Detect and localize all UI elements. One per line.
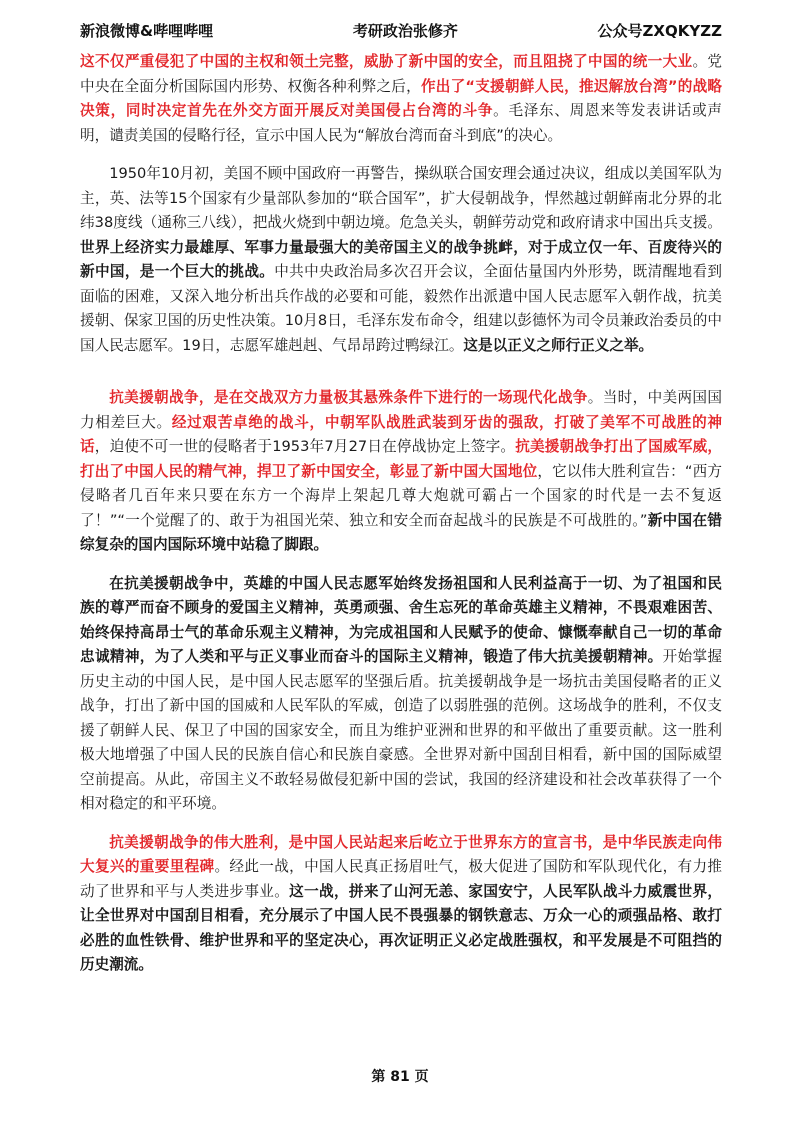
paragraph-1 — [80, 50, 722, 148]
text-run: 。经此一战，中国人民真正扬眉吐气，极大促进了国防和军队现代化，有力推动了世界和平与人类进步事业。 — [80, 858, 722, 900]
text-run: 1950年10月初，美国不顾中国政府一再警告，操纵联合国安理会通过决议，组成以美国军队为主，英、法等15个国家有少量部队参加的“联合国军”，扩大侵朝战争，悍然越过朝鲜南北分界的北纬38度线（通称三八线），把战火烧到中朝边境。危急关头，朝鲜劳动党和政府请求中国出兵支援。 — [80, 165, 722, 231]
header-wechat-account: 公众号ZXQKYZZ — [597, 21, 722, 40]
text-run: 。当时，中美两国国力相差巨大。 — [80, 389, 722, 431]
paragraph-3 — [80, 386, 722, 558]
text-run: 在抗美援朝战争中，英雄的中国人民志愿军始终发扬祖国和人民利益高于一切、为了祖国和民族的尊严而奋不顾身的爱国主义精神，英勇顽强、舍生忘死的革命英雄主义精神，不畏艰难困苦、始终保持高昂士气的革命乐观主义精神，为完成祖国和人民赋予的使命、慷慨奉献自己一切的革命忠诚精神，为了人类和平与正义事业而奋斗的国际主义精神，锻造了伟大抗美援朝精神。 — [80, 574, 722, 665]
page-header — [80, 18, 722, 42]
text-run: 开始掌握历史主动的中国人民，是中国人民志愿军的坚强后盾。抗美援朝战争是一场抗击美国侵略者的正义战争，打出了新中国的国威和人民军队的军威，创造了以弱胜强的范例。这场战争的胜利，不仅支援了朝鲜人民、保卫了中国的国家安全，而且为维护亚洲和世界的和平做出了重要贡献。这一胜利极大地增强了中国人民的民族自信心和民族自豪感。全世界对新中国刮目相看，新中国的国际威望空前提高。从此，帝国主义不敢轻易做侵犯新中国的尝试，我国的经济建设和社会改革获得了一个相对稳定的和平环境。 — [80, 648, 722, 812]
text-run: 新中国在错综复杂的国内国际环境中站稳了脚跟。 — [80, 511, 722, 553]
text-run: 。毛泽东、周恩来等发表讲话或声明，谴责美国的侵略行径，宣示中国人民为“解放台湾而奋斗到底”的决心。 — [80, 102, 722, 144]
text-run: 抗美援朝战争打出了国威军威，打出了中国人民的精气神，捍卫了新中国安全，彰显了新中国大国地位 — [80, 438, 722, 480]
text-run: 这不仅严重侵犯了中国的主权和领土完整，威胁了新中国的安全，而且阻挠了中国的统一大业 — [80, 53, 693, 70]
text-run: 中共中央政治局多次召开会议，全面估量国内外形势，既清醒地看到面临的困难，又深入地分析出兵作战的必要和可能，毅然作出派遣中国人民志愿军入朝作战，抗美援朝、保家卫国的历史性决策。10月8日，毛泽东发布命令，组建以彭德怀为司令员兼政治委员的中国人民志愿军。19日，志愿军雄赳赳、气昂昂跨过鸭绿江。 — [80, 263, 722, 354]
text-run: 作出了“支援朝鲜人民，推迟解放台湾”的战略决策，同时决定首先在外交方面开展反对美国侵占台湾的斗争 — [80, 77, 722, 119]
text-run: 。党中央在全面分析国际国内形势、权衡各种利弊之后， — [80, 53, 722, 95]
paragraph-4 — [80, 572, 722, 817]
page-number: 第 81 页 — [371, 1069, 429, 1085]
header-author: 考研政治张修齐 — [352, 21, 458, 40]
text-run: 抗美援朝战争，是在交战双方力量极其悬殊条件下进行的一场现代化战争 — [109, 389, 588, 406]
text-run: ，迫使不可一世的侵略者于1953年7月27日在停战协定上签字。 — [94, 438, 516, 455]
text-run: 经过艰苦卓绝的战斗，中朝军队战胜武装到牙齿的强敌，打破了美军不可战胜的神话 — [80, 413, 722, 455]
text-run: 这是以正义之师行正义之举。 — [463, 336, 654, 354]
text-run: 世界上经济实力最雄厚、军事力量最强大的美帝国主义的战争挑衅，对于成立仅一年、百废待兴的新中国，是一个巨大的挑战。 — [80, 238, 722, 280]
text-run: ，它以伟大胜利宣告：“西方侵略者几百年来只要在东方一个海岸上架起几尊大炮就可霸占一个国家的时代是一去不复返了！”“一个觉醒了的、敢于为祖国光荣、独立和安全而奋起战斗的民族是不可战胜的。” — [80, 462, 723, 529]
text-run: 抗美援朝战争的伟大胜利，是中国人民站起来后屹立于世界东方的宣言书，是中华民族走向伟大复兴的重要里程碑 — [80, 833, 722, 875]
paragraph-2 — [80, 162, 722, 358]
paragraph-5 — [80, 831, 722, 978]
page-content — [80, 50, 722, 978]
text-run: 这一战，拼来了山河无恙、家国安宁，人民军队战斗力威震世界，让全世界对中国刮目相看，充分展示了中国人民不畏强暴的钢铁意志、万众一心的顽强品格、敢打必胜的血性铁骨、维护世界和平的坚定决心，再次证明正义必定战胜强权，和平发展是不可阻挡的历史潮流。 — [80, 882, 722, 973]
header-weibo-bilibili: 新浪微博&哔哩哔哩 — [80, 21, 214, 40]
